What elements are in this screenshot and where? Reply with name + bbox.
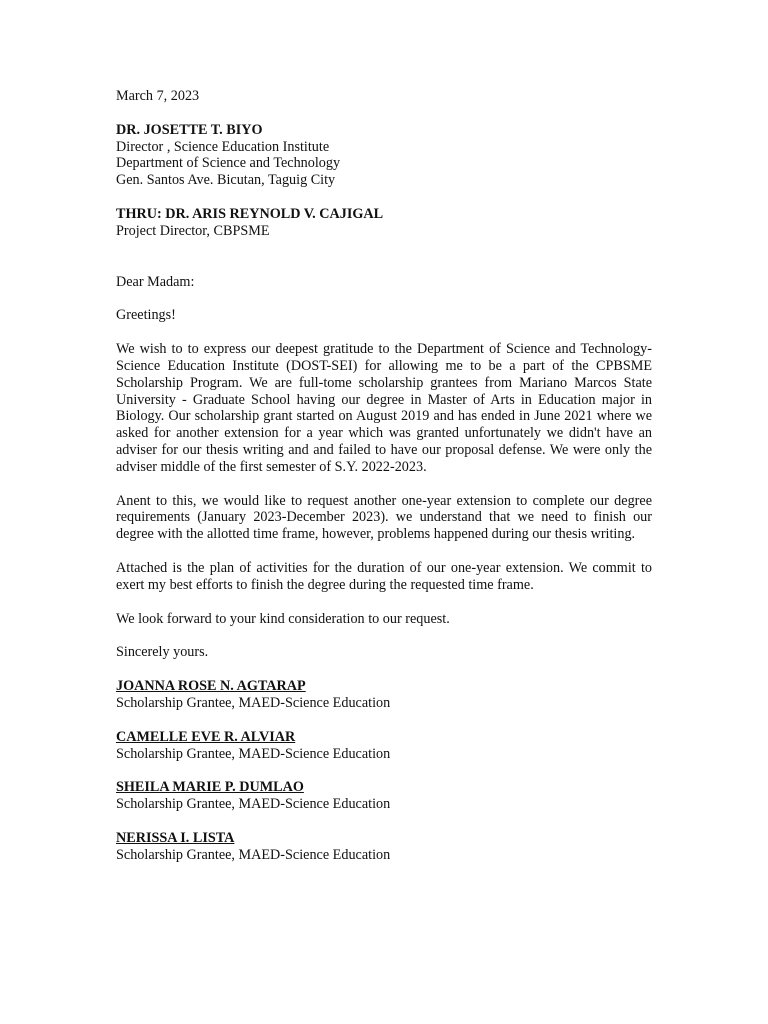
recipient-name: DR. JOSETTE T. BIYO bbox=[116, 121, 263, 138]
thru-block bbox=[116, 206, 652, 240]
signature-block bbox=[116, 729, 652, 763]
signature-block bbox=[116, 678, 652, 712]
signature-list bbox=[116, 678, 652, 863]
signatory-title: Scholarship Grantee, MAED-Science Education bbox=[116, 846, 391, 863]
thru-name: THRU: DR. ARIS REYNOLD V. CAJIGAL bbox=[116, 205, 384, 222]
body-paragraph: We wish to to express our deepest gratitude to the Department of Science and Technology-Science Education Institute (DOST-SEI) for allowing me to be a part of the CPBSME Scholarship Program. We are full-tome scholarship grantees from Mariano Marcos State University - Graduate School having our degree in Master of Arts in Education major in Biology. Our scholarship grant started on August 2019 and has ended in June 2021 where we asked for another extension for a year which was granted unfortunately we didn't have an adviser for our thesis writing and and failed to have our proposal defense. We were only the adviser middle of the first semester of S.Y. 2022-2023. bbox=[116, 341, 652, 475]
signature-block bbox=[116, 779, 652, 813]
salutation: Dear Madam: bbox=[116, 273, 195, 290]
closing: Sincerely yours. bbox=[116, 644, 209, 661]
recipient-line: Department of Science and Technology bbox=[116, 155, 341, 172]
body-paragraph: We look forward to your kind consideration to our request. bbox=[116, 610, 450, 627]
body-paragraph: Anent to this, we would like to request another one-year extension to complete our degree requirements (January 2023-December 2023). we understand that we need to finish our degree with the allotted time frame, however, problems happened during our thesis writing. bbox=[116, 492, 652, 543]
signatory-title: Scholarship Grantee, MAED-Science Education bbox=[116, 745, 391, 762]
signatory-name: NERISSA I. LISTA bbox=[116, 829, 235, 846]
body-paragraph: Attached is the plan of activities for the duration of our one-year extension. We commit to exert my best efforts to finish the degree during the requested time frame. bbox=[116, 559, 652, 593]
recipient-line: Director , Science Education Institute bbox=[116, 138, 330, 155]
recipient-line: Gen. Santos Ave. Bicutan, Taguig City bbox=[116, 172, 336, 189]
letter-date: March 7, 2023 bbox=[116, 88, 200, 104]
recipient-block bbox=[116, 122, 652, 189]
signatory-title: Scholarship Grantee, MAED-Science Education bbox=[116, 694, 391, 711]
signatory-name: CAMELLE EVE R. ALVIAR bbox=[116, 728, 296, 745]
greeting: Greetings! bbox=[116, 307, 176, 324]
thru-title: Project Director, CBPSME bbox=[116, 222, 270, 239]
signatory-name: SHEILA MARIE P. DUMLAO bbox=[116, 779, 304, 796]
signatory-title: Scholarship Grantee, MAED-Science Education bbox=[116, 796, 391, 813]
letter-page bbox=[116, 88, 652, 881]
signature-block bbox=[116, 830, 652, 864]
signatory-name: JOANNA ROSE N. AGTARAP bbox=[116, 678, 306, 695]
